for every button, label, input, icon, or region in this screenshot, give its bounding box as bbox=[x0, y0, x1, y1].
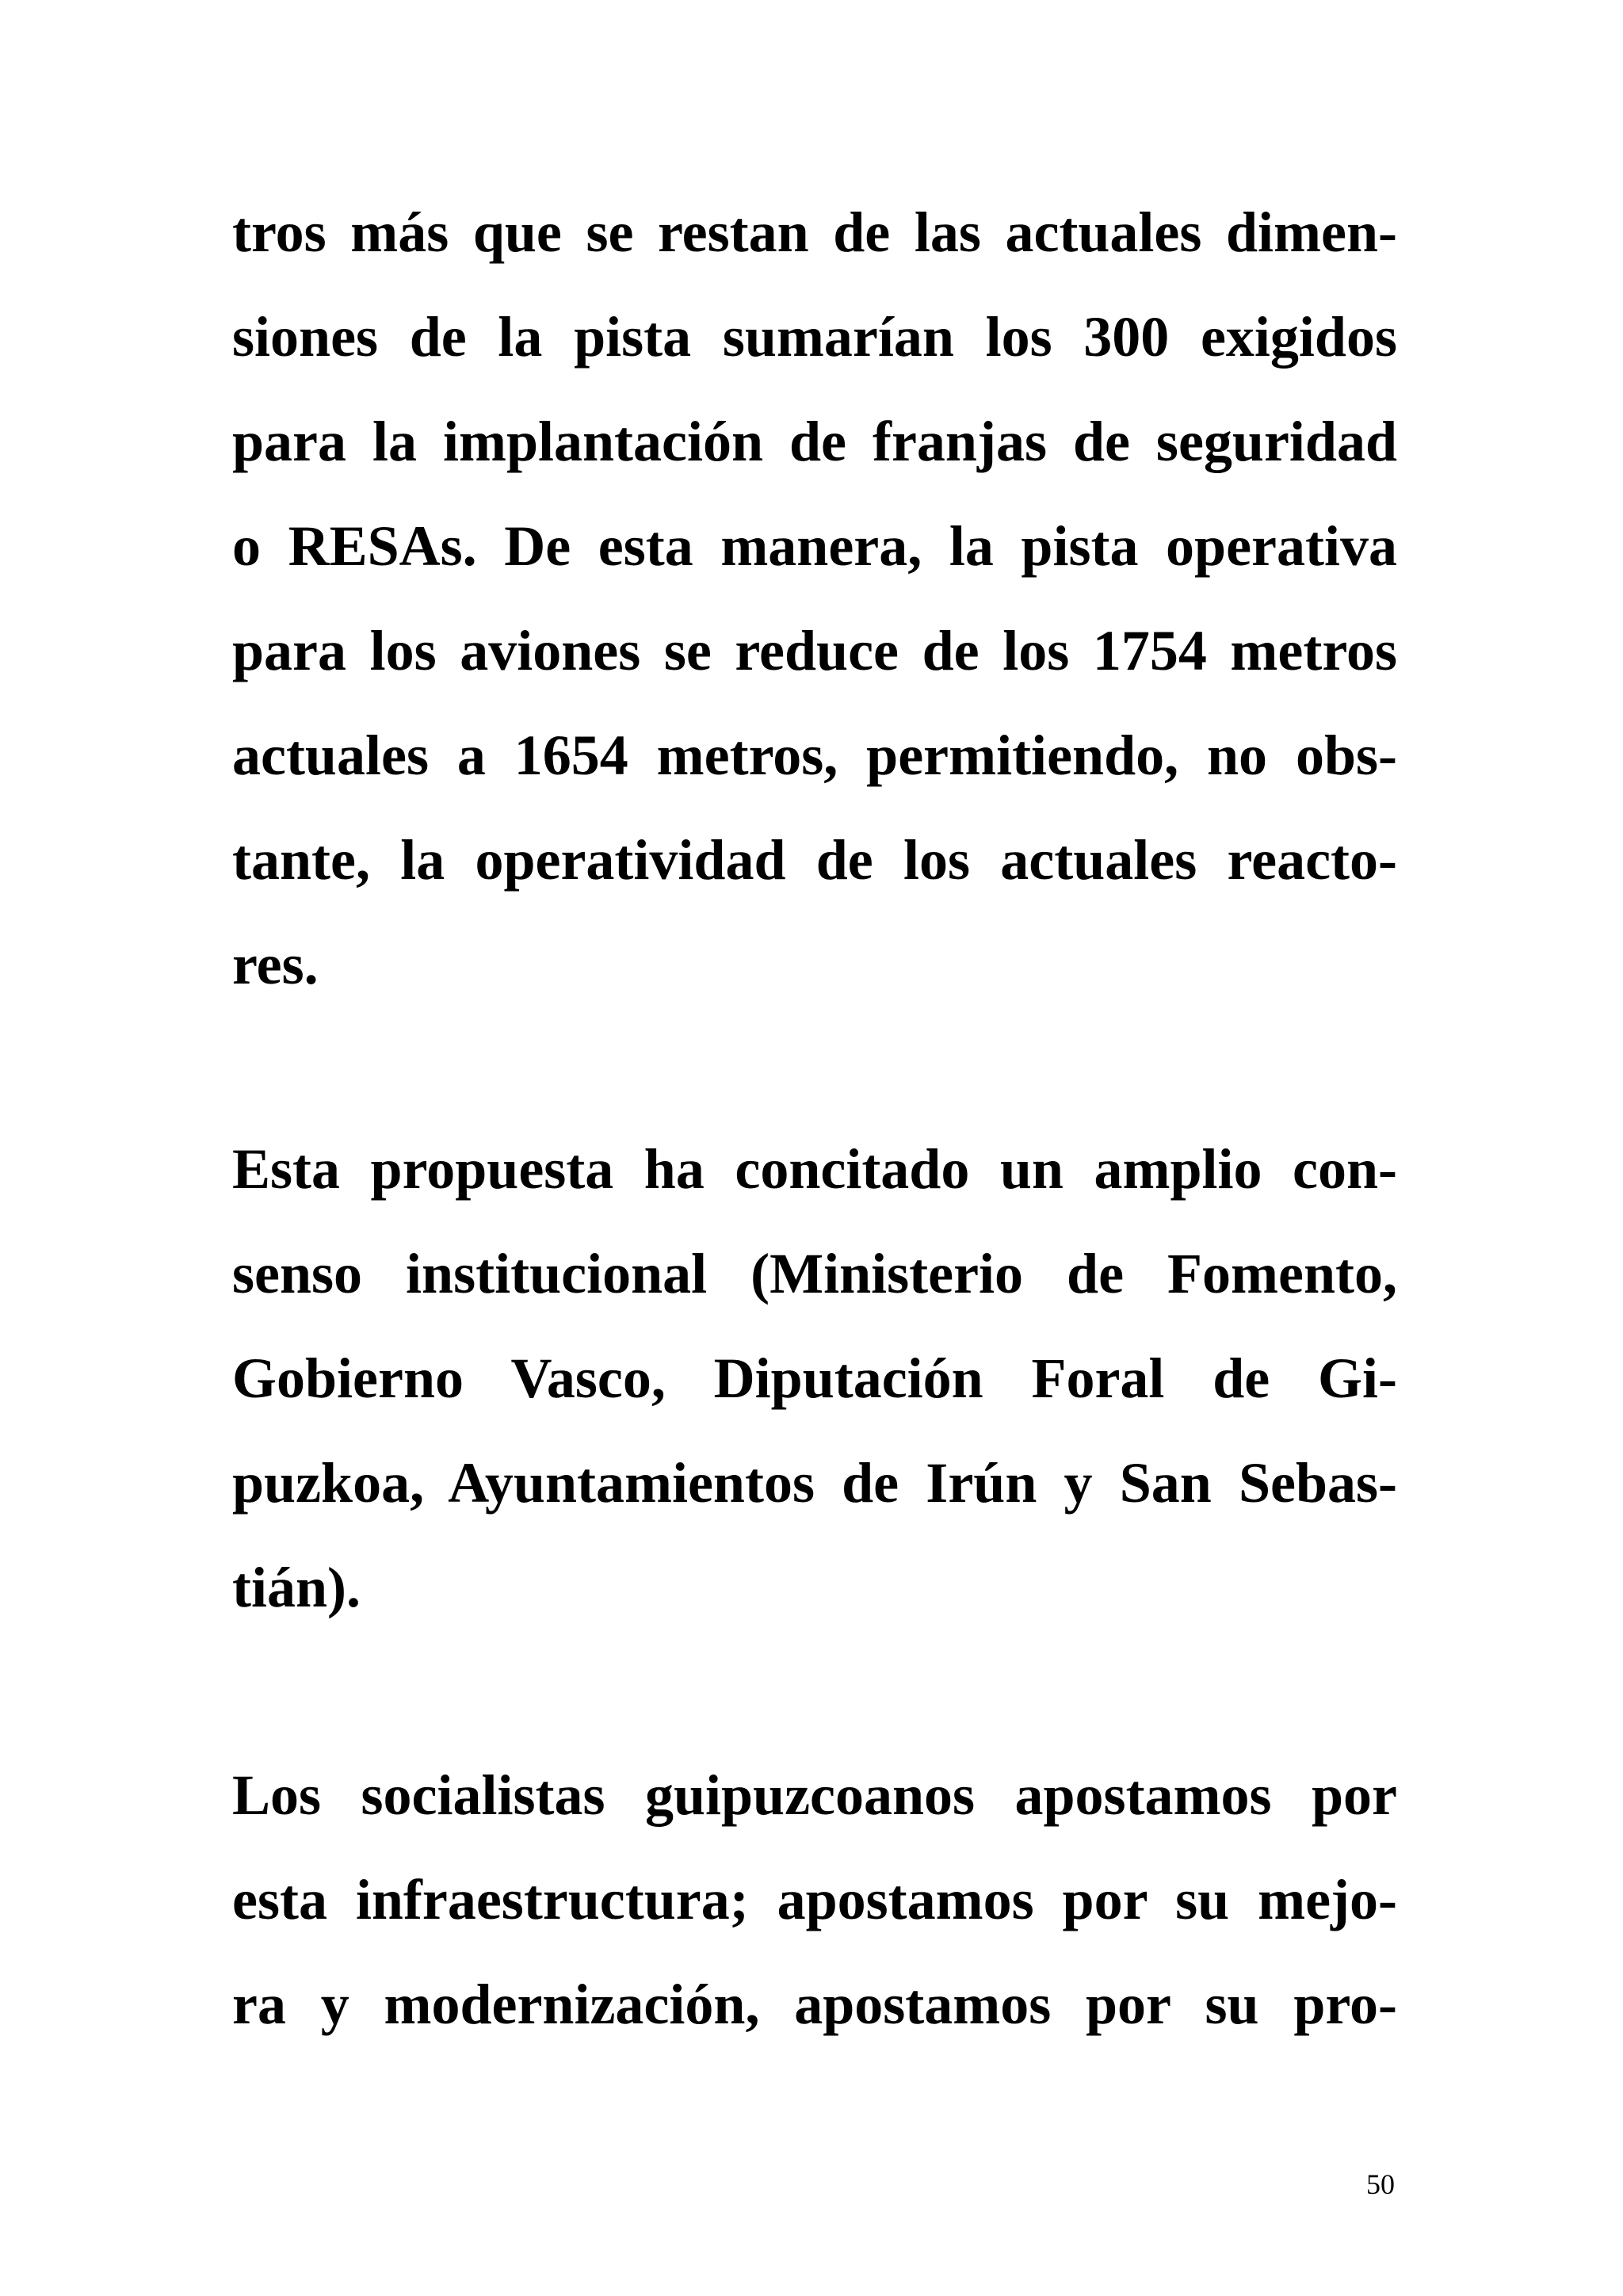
paragraph-line: ra y modernización, apostamos por su pro- bbox=[232, 1973, 1397, 2036]
paragraph-line: senso institucional (Ministerio de Fomento, bbox=[232, 1242, 1397, 1305]
paragraph-line: tián). bbox=[232, 1556, 361, 1619]
paragraph-line: siones de la pista sumarían los 300 exigidos bbox=[232, 305, 1397, 369]
paragraph-line: Los socialistas guipuzcoanos apostamos por bbox=[232, 1763, 1397, 1827]
paragraph-line: esta infraestructura; apostamos por su mejo- bbox=[232, 1868, 1397, 1931]
page-number: 50 bbox=[1366, 2168, 1395, 2200]
paragraph-line: Esta propuesta ha concitado un amplio con- bbox=[232, 1137, 1397, 1201]
paragraph-line: para la implantación de franjas de seguridad bbox=[232, 410, 1397, 473]
paragraph-line: tros más que se restan de las actuales dimen- bbox=[232, 201, 1397, 264]
paragraph-line: res. bbox=[232, 933, 319, 996]
paragraph-line: Gobierno Vasco, Diputación Foral de Gi- bbox=[232, 1347, 1397, 1410]
paragraph-line: tante, la operatividad de los actuales reacto- bbox=[232, 828, 1397, 892]
paragraph-line: o RESAs. De esta manera, la pista operativa bbox=[232, 514, 1397, 578]
paragraph-line: para los aviones se reduce de los 1754 metros bbox=[232, 619, 1397, 682]
paragraph-line: puzkoa, Ayuntamientos de Irún y San Sebas- bbox=[232, 1451, 1397, 1515]
paragraph-line: actuales a 1654 metros, permitiendo, no obs- bbox=[232, 724, 1397, 787]
